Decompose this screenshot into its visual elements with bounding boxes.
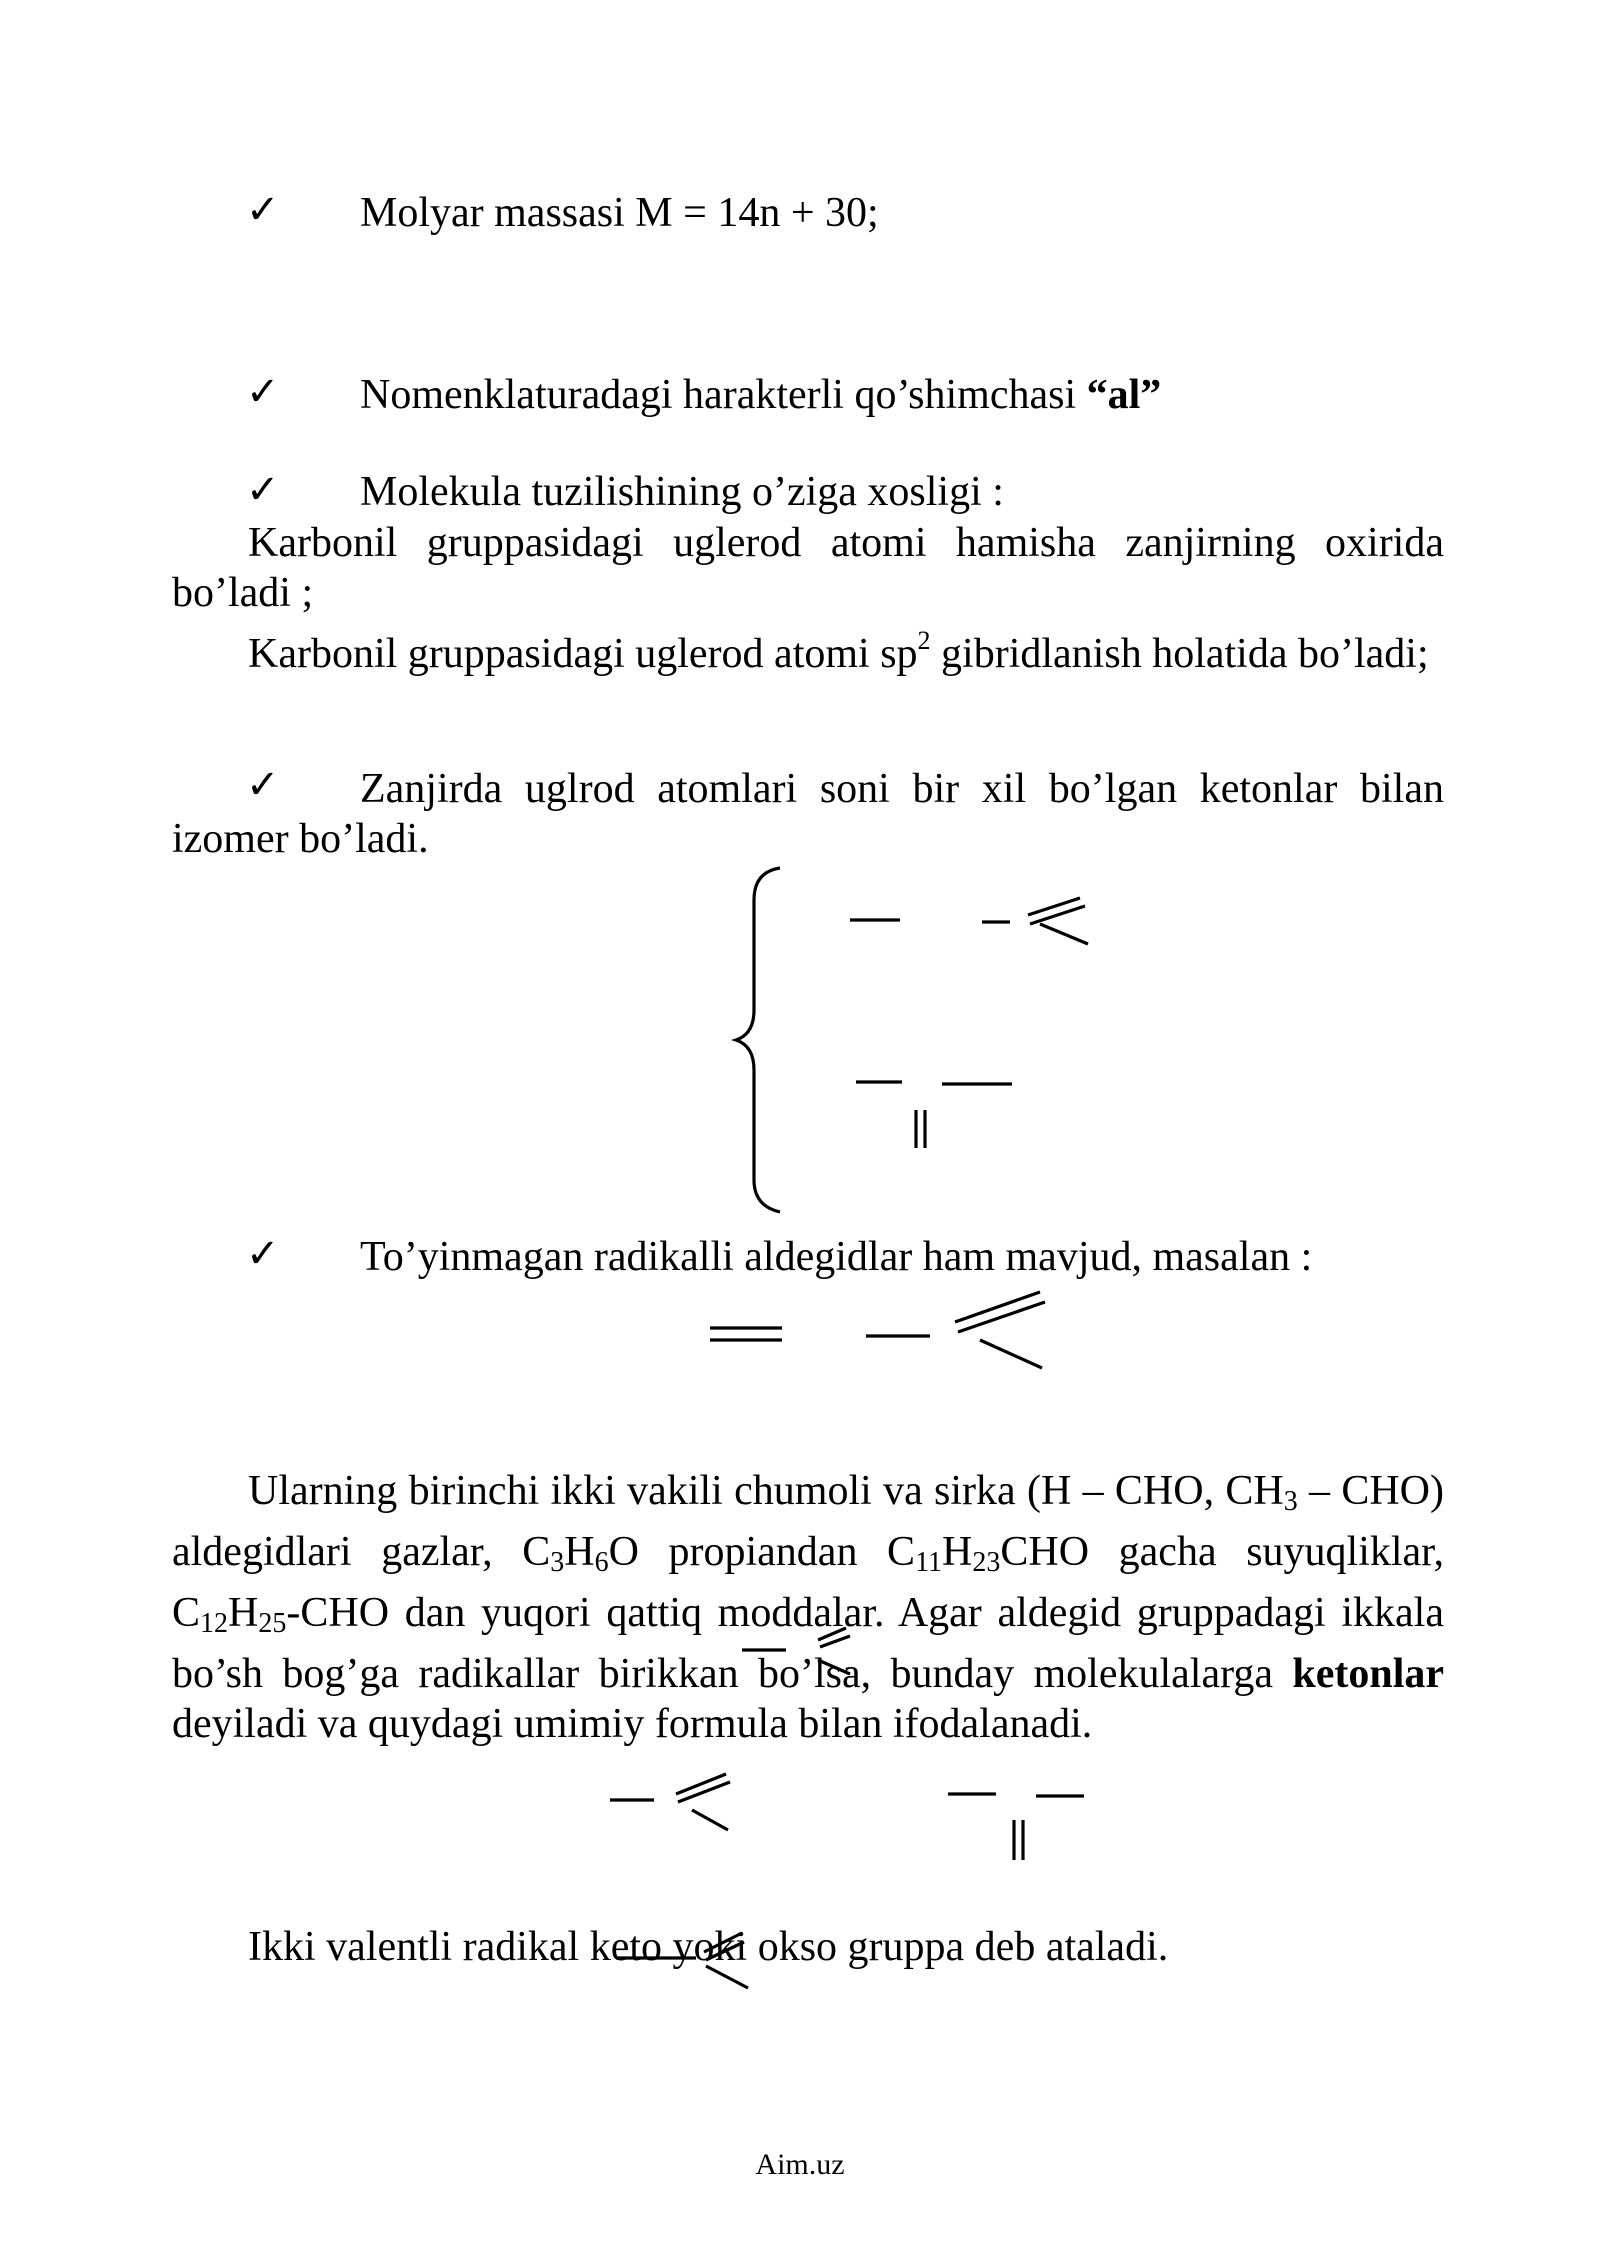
molar-mass-line: Molyar massasi M = 14n + 30; [360, 190, 879, 236]
superscript: 2 [917, 626, 931, 655]
subscript: 23 [972, 1547, 1001, 1578]
paragraph-text: -CHO dan yuqori qattiq moddalar. Agar aldegid gruppadagi ikkala bo’sh bog’ga radikallar birikkan bo’lsa, bunday molekulalarga [172, 1590, 1444, 1697]
paragraph-text: CHO gacha suyuqliklar, C [172, 1529, 1444, 1636]
double-bond-lower [678, 1782, 730, 1802]
double-bond-upper [1028, 898, 1080, 915]
note-text: Karbonil gruppasidagi uglerod atomi sp [248, 631, 918, 677]
bond-line [980, 1340, 1042, 1368]
check-icon: ✓ [246, 467, 280, 513]
subscript: 3 [1283, 1486, 1298, 1517]
check-icon: ✓ [246, 187, 280, 233]
nomenclature-text: Nomenklaturadagi harakterli qo’shimchasi [360, 372, 1087, 418]
curly-brace [736, 868, 780, 1212]
paragraph-text: H [564, 1529, 595, 1575]
paragraph-text: Ularning birinchi ikki vakili chumoli va sirka (H – CHO, CH [248, 1468, 1284, 1514]
paragraph-text: deyiladi va quydagi umimiy formula bilan ifodalanadi. [172, 1701, 1093, 1747]
unsaturated-line: To’yinmagan radikalli aldegidlar ham mavjud, masalan : [360, 1234, 1313, 1280]
paragraph-text: H [942, 1529, 973, 1575]
paragraph-text: H [228, 1590, 259, 1636]
paragraph-text: – CHO) aldegidlari gazlar, C [172, 1468, 1445, 1575]
ketonlar-term: ketonlar [1292, 1651, 1444, 1697]
check-icon: ✓ [246, 369, 280, 415]
check-icon: ✓ [246, 1231, 280, 1277]
subscript: 3 [550, 1547, 565, 1578]
footer-site: Aim.uz [755, 2148, 845, 2181]
note-text: gibridlanish holatida bo’ladi; [930, 631, 1429, 677]
structure-line: Molekula tuzilishining o’ziga xosligi : [360, 469, 1004, 515]
ketones-paragraph [172, 1466, 1444, 1749]
double-bond-upper [676, 1774, 726, 1794]
keto-line: Ikki valentli radikal keto yoki okso gruppa deb ataladi. [248, 1924, 1169, 1970]
subscript: 25 [258, 1608, 287, 1639]
bond-line [692, 1810, 728, 1830]
bond-line [1040, 924, 1088, 944]
check-icon: ✓ [246, 762, 280, 808]
structure-note-1: Karbonil gruppasidagi uglerod atomi hamisha zanjirning oxirida bo’ladi ; [172, 520, 1444, 616]
subscript: 6 [594, 1547, 609, 1578]
nomenclature-suffix: “al” [1086, 372, 1162, 418]
subscript: 12 [200, 1608, 229, 1639]
isomer-text: Zanjirda uglrod atomlari soni bir xil bo’lgan ketonlar bilan izomer bo’ladi. [172, 766, 1444, 862]
subscript: 11 [915, 1547, 943, 1578]
double-bond-lower [1030, 906, 1085, 924]
paragraph-text: O propiandan C [608, 1529, 916, 1575]
